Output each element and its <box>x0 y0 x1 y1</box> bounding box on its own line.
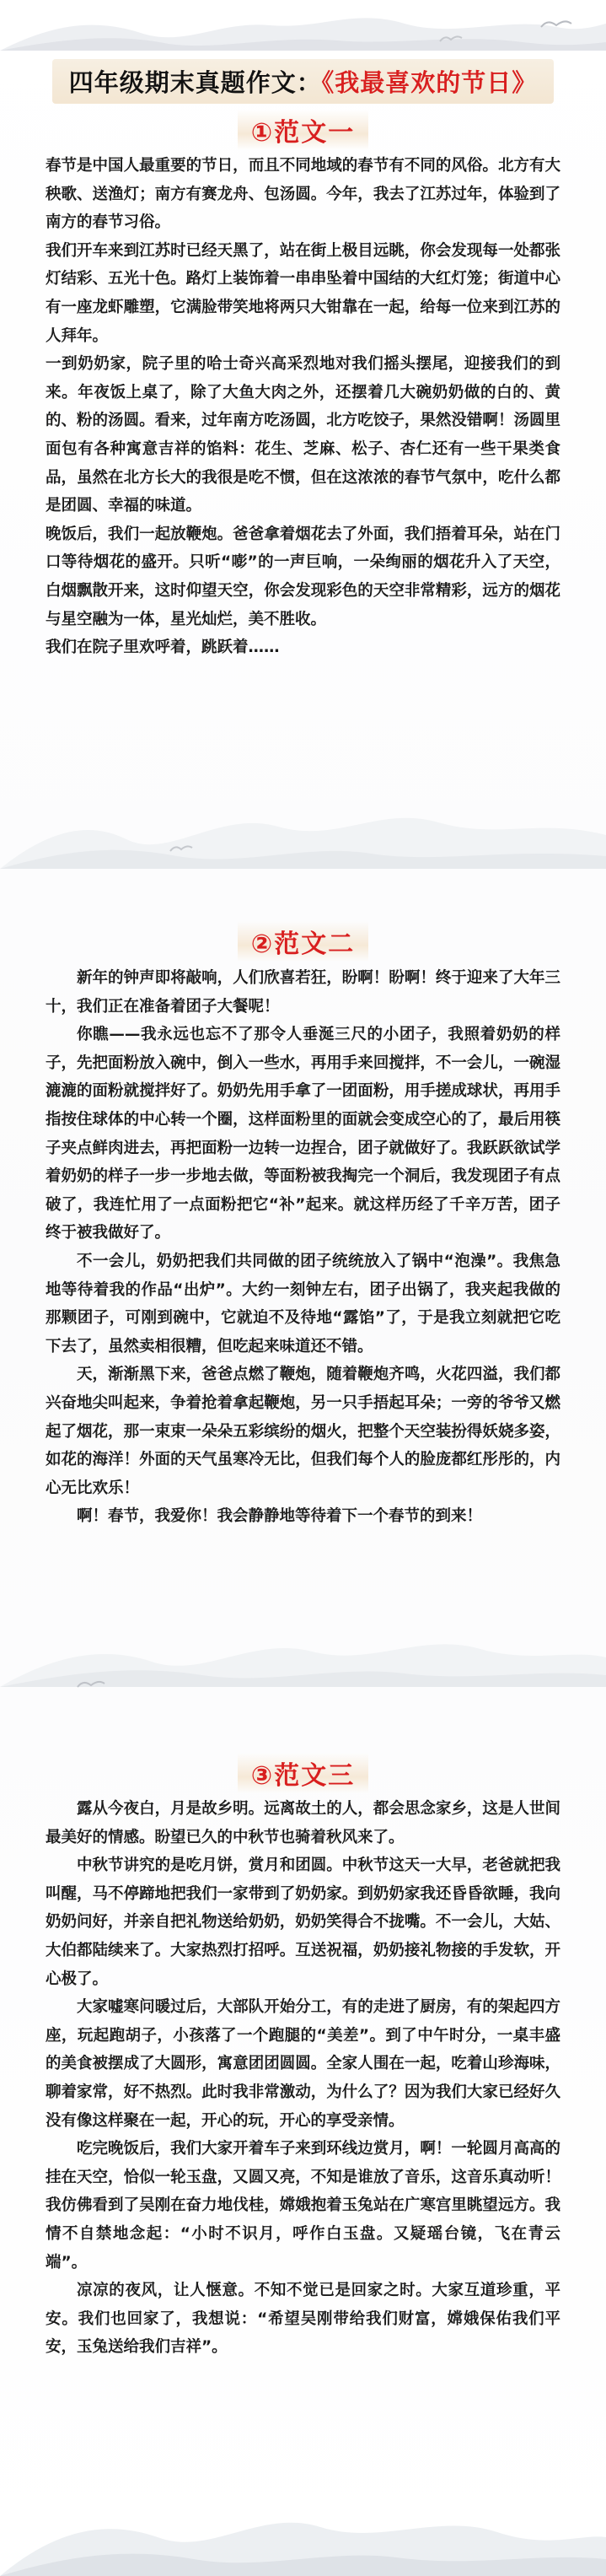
ink-landscape-decoration <box>0 1577 606 1687</box>
paragraph: 春节是中国人最重要的节日，而且不同地域的春节有不同的风俗。北方有大秧歌、送渔灯；南方有赛龙舟、包汤圆。今年，我去了江苏过年，体验到了南方的春节习俗。 <box>46 157 560 232</box>
bird-decoration <box>169 843 194 854</box>
paragraph: 露从今夜白，月是故乡明。远离故土的人，都会思念家乡，这是人世间最美好的情感。盼望已久的中秋节也骑着秋风来了。 <box>46 1800 560 1846</box>
section-heading-2 <box>0 921 606 962</box>
paragraph: 凉凉的夜风，让人惬意。不知不觉已是回家之时。大家互道珍重，平安。我们也回家了，我想说：“希望吴刚带给我们财富，嫦娥保佑我们平安，玉兔送给我们吉祥”。 <box>46 2282 560 2357</box>
paragraph: 我们开车来到江苏时已经天黑了，站在街上极目远眺，你会发现每一处都张灯结彩、五光十色。路灯上装饰着一串串坠着中国结的大红灯笼；街道中心有一座龙虾雕塑，它满脸带笑地将两只大钳靠在一起，给每一位来到江苏的人拜年。 <box>46 241 560 345</box>
paragraph: 我们在院子里欢呼着，跳跃着…… <box>46 639 280 657</box>
essay-2 <box>46 964 560 1531</box>
section-heading-3 <box>0 1753 606 1793</box>
bird-decoration <box>539 19 573 30</box>
paragraph: 大家嘘寒问暖过后，大部队开始分工，有的走进了厨房，有的架起四方座，玩起跑胡子，小孩落了一个跑腿的“美差”。到了中午时分，一桌丰盛的美食被摆成了大圆形，寓意团团圆圆。全家人围在一起，吃着山珍海味，聊着家常，好不热烈。此时我非常激动，为什么了？因为我们大家已经好久没有像这样聚在一起，开心的玩，开心的享受亲情。 <box>46 1998 560 2130</box>
bird-decoration <box>76 1679 106 1689</box>
ink-landscape-decoration <box>0 759 606 869</box>
paragraph: 啊！春节，我爱你！我会静静地等待着下一个春节的到来！ <box>77 1507 483 1526</box>
paragraph: 你瞧——我永远也忘不了那令人垂涎三尺的小团子，我照着奶奶的样子，先把面粉放入碗中，倒入一些水，再用手来回搅拌，不一会儿，一碗湿漉漉的面粉就搅拌好了。奶奶先用手拿了一团面粉，用手搓成球状，再用手指按住球体的中心转一个圈，这样面粉里的面就会变成空心的了，最后用筷子夹点鲜肉进去，再把面粉一边转一边捏合，团子就做好了。我跃跃欲试学着奶奶的样子一步一步地去做，等面粉被我掏完一个洞后，我发现团子有点破了，我连忙用了一点面粉把它“补”起来。就这样历经了千辛万苦，团子终于被我做好了。 <box>46 1026 560 1242</box>
bird-decoration <box>438 34 464 44</box>
section-heading-text: ②范文二 <box>238 921 368 962</box>
paragraph: 新年的钟声即将敲响，人们欣喜若狂，盼啊！盼啊！终于迎来了大年三十，我们正在准备着团子大餐呢！ <box>46 969 560 1016</box>
paragraph: 中秋节讲究的是吃月饼，赏月和团圆。中秋节这天一大早，老爸就把我叫醒，马不停蹄地把我们一家带到了奶奶家。到奶奶家我还昏昏欲睡，我向奶奶问好，并亲自把礼物送给奶奶，奶奶笑得合不拢嘴。不一会儿，大姑、大伯都陆续来了。大家热烈打招呼。互送祝福，奶奶接礼物接的手发软，开心极了。 <box>46 1857 560 1988</box>
section-heading-text: ①范文一 <box>238 110 368 150</box>
section-heading-1 <box>0 110 606 150</box>
title-topic: 《我最喜欢的节日》 <box>321 68 538 97</box>
ink-landscape-top-decoration <box>0 0 606 51</box>
paragraph: 吃完晚饭后，我们大家开着车子来到环线边赏月，啊！一轮圆月高高的挂在天空，恰似一轮玉盘，又圆又亮，不知是谁放了音乐，这音乐真动听！我仿佛看到了吴刚在奋力地伐桂，嫦娥抱着玉兔站在广寒宫里眺望远方。我情不自禁地念起：“小时不识月，呼作白玉盘。又疑瑶台镜，飞在青云端”。 <box>46 2140 560 2272</box>
paragraph: 天，渐渐黑下来，爸爸点燃了鞭炮，随着鞭炮齐鸣，火花四溢，我们都兴奋地尖叫起来，争着抢着拿起鞭炮，另一只手捂起耳朵；一旁的爷爷又燃起了烟花，那一束束一朵朵五彩缤纷的烟火，把整个天空装扮得妖娆多姿，如花的海洋！外面的天气虽寒冷无比，但我们每个人的脸庞都红彤彤的，内心无比欢乐！ <box>46 1366 560 1497</box>
paragraph: 晚饭后，我们一起放鞭炮。爸爸拿着烟花去了外面，我们捂着耳朵，站在门口等待烟花的盛开。只听“嘭”的一声巨响，一朵绚丽的烟花升入了天空，白烟飘散开来，这时仰望天空，你会发现彩色的天空非常精彩，远方的烟花与星空融为一体，星光灿烂，美不胜收。 <box>46 525 560 628</box>
page-title <box>52 59 555 104</box>
ink-landscape-bottom-decoration <box>0 2475 606 2576</box>
essay-3 <box>46 1795 560 2362</box>
title-wrap <box>0 59 606 104</box>
essay-1 <box>46 152 560 662</box>
title-prefix: 四年级期末真题作文： <box>68 68 322 97</box>
paragraph: 一到奶奶家，院子里的哈士奇兴高采烈地对我们摇头摆尾，迎接我们的到来。年夜饭上桌了，除了大鱼大肉之外，还摆着几大碗奶奶做的白的、黄的、粉的汤圆。看来，过年南方吃汤圆，北方吃饺子，果然没错啊！汤圆里面包有各种寓意吉祥的馅料：花生、芝麻、松子、杏仁还有一些干果类食品，虽然在北方长大的我很是吃不惯，但在这浓浓的春节气氛中，吃什么都是团圆、幸福的味道。 <box>46 355 560 515</box>
paragraph: 不一会儿，奶奶把我们共同做的团子统统放入了锅中“泡澡”。我焦急地等待着我的作品“出炉”。大约一刻钟左右，团子出锅了，我夹起我做的那颗团子，可刚到碗中，它就迫不及待地“露馅”了，于是我立刻就把它吃下去了，虽然卖相很糟，但吃起来味道还不错。 <box>46 1252 560 1355</box>
section-heading-text: ③范文三 <box>238 1753 368 1793</box>
